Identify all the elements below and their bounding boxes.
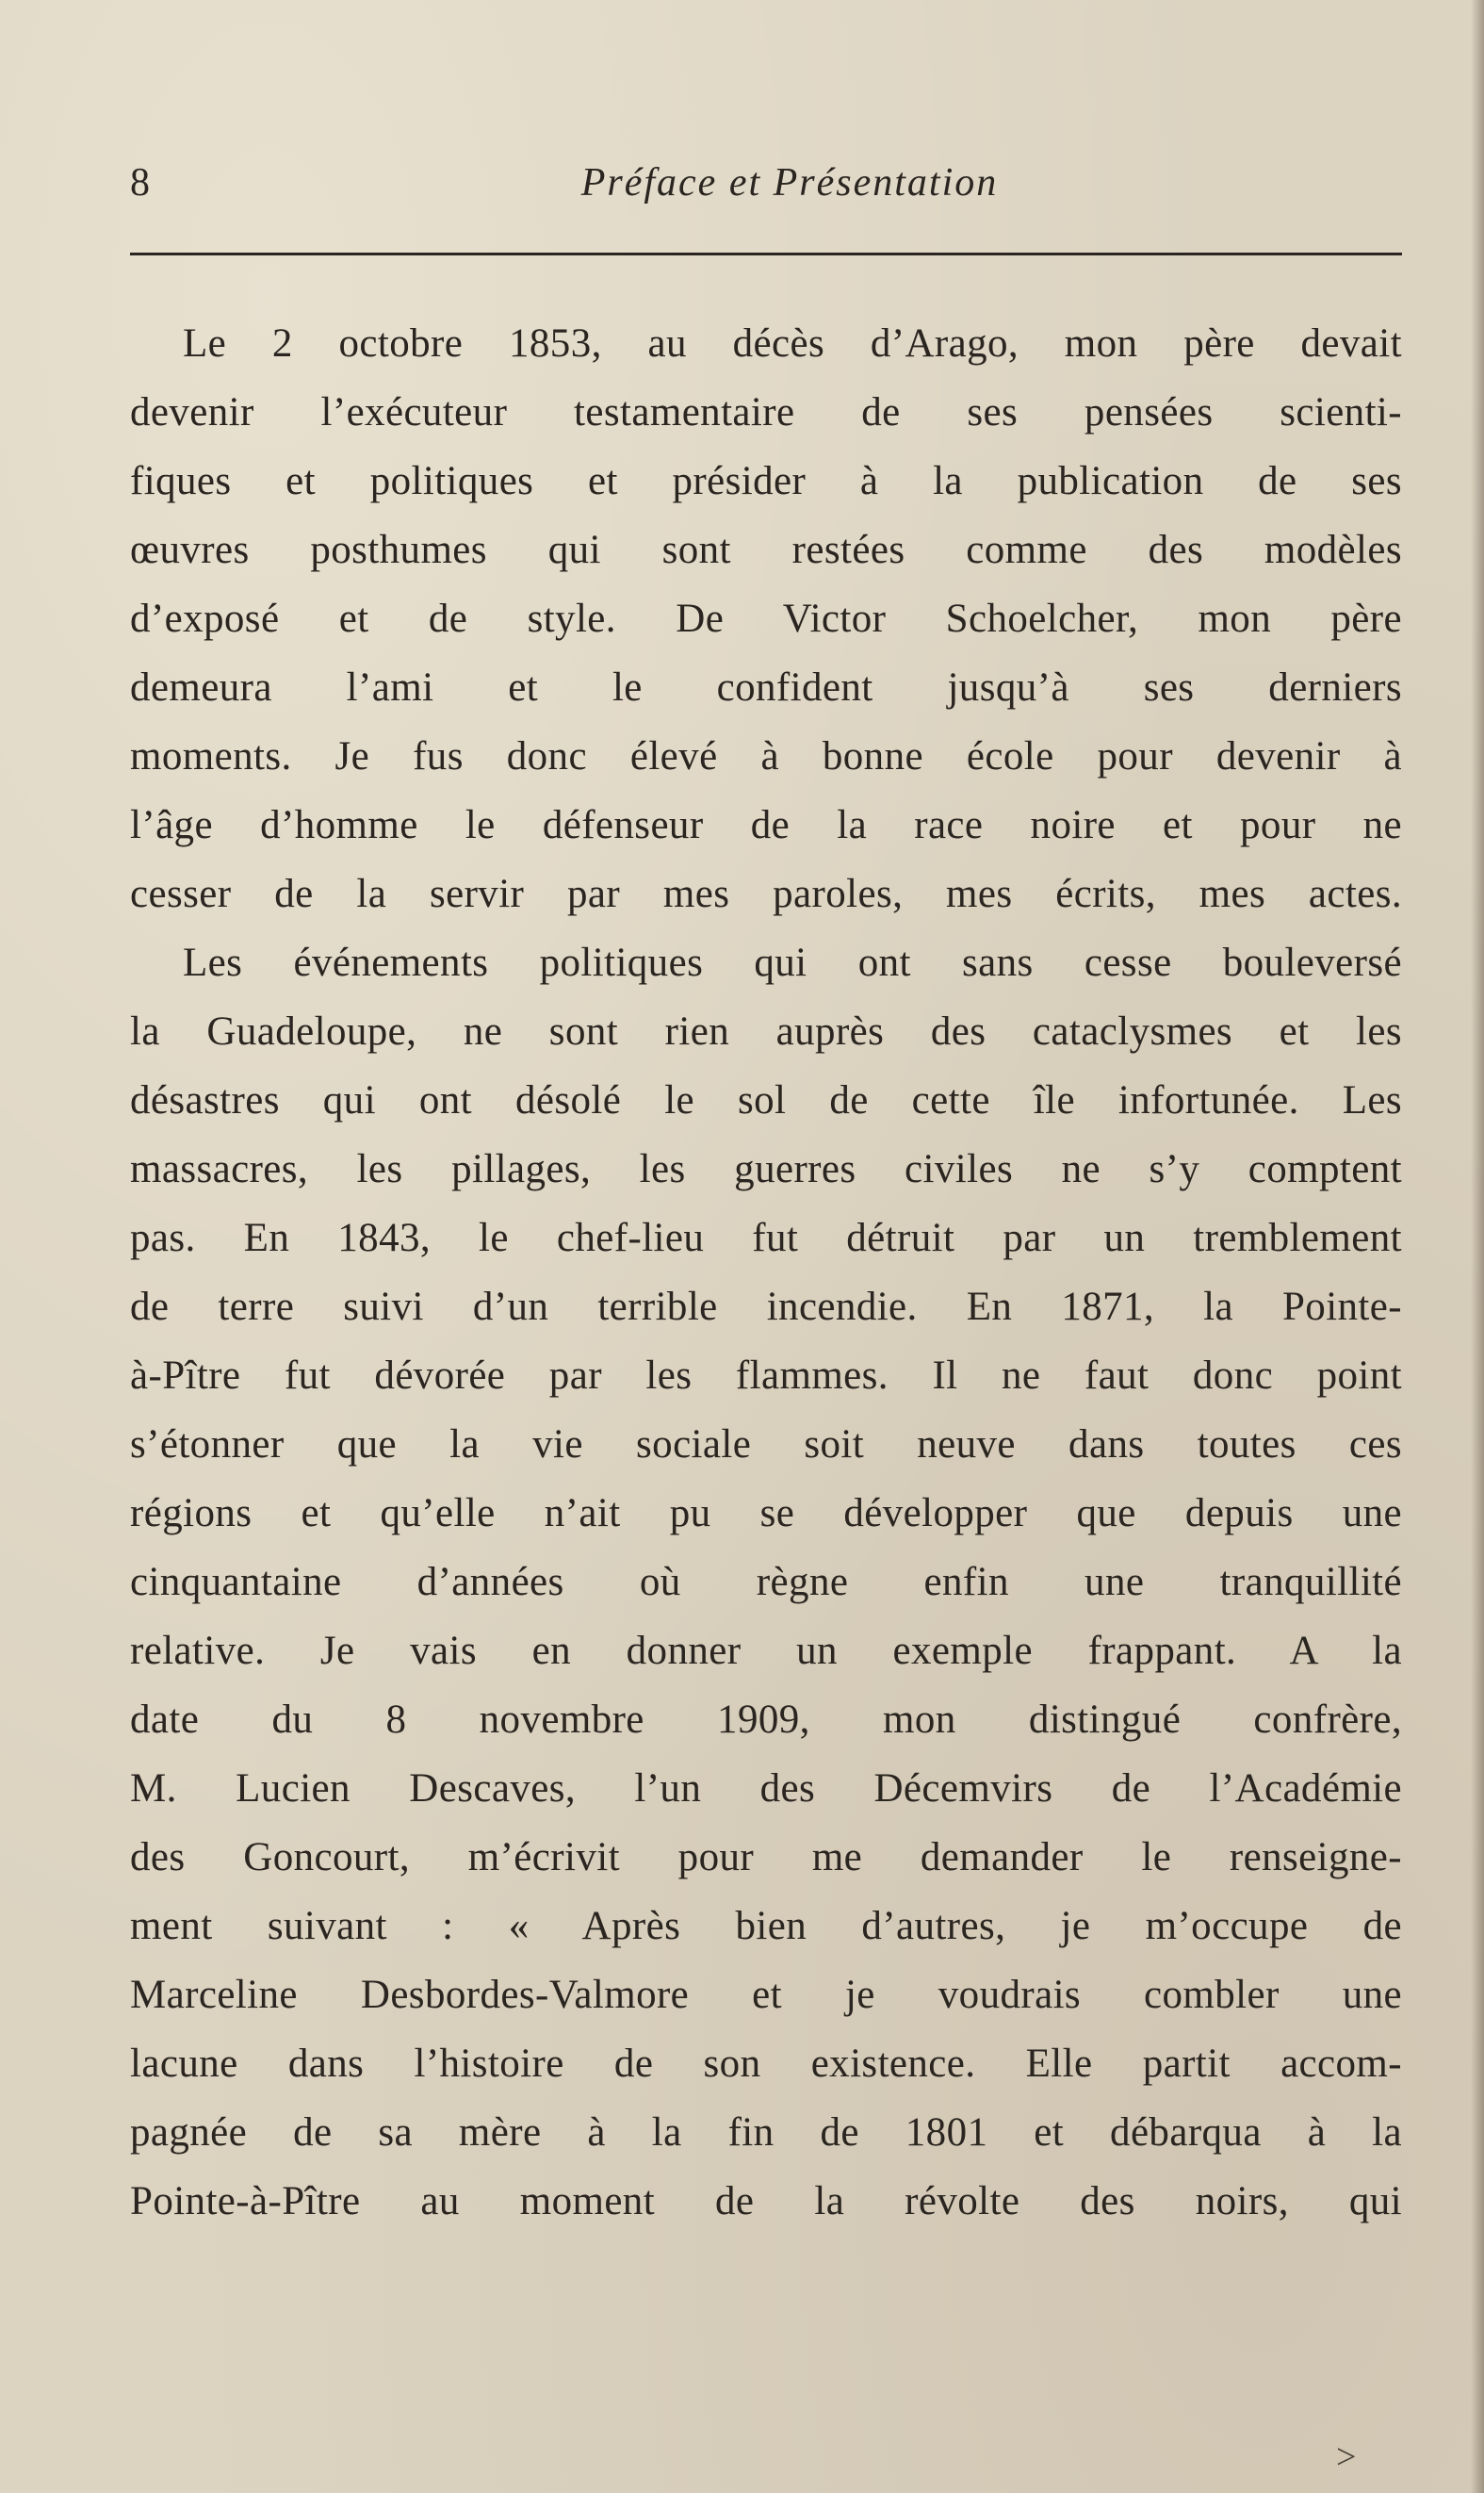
text-line: ment suivant : « Après bien d’autres, je m’occupe de bbox=[130, 1904, 1402, 1948]
text-line: lacune dans l’histoire de son existence. Elle partit accom- bbox=[130, 2042, 1402, 2086]
text-line: d’exposé et de style. De Victor Schoelcher, mon père bbox=[130, 597, 1402, 641]
text-line: s’étonner que la vie sociale soit neuve dans toutes ces bbox=[130, 1422, 1402, 1467]
text-line: des Goncourt, m’écrivit pour me demander le renseigne- bbox=[130, 1835, 1402, 1879]
page-spine-shadow bbox=[1471, 0, 1484, 2493]
text-line: à-Pître fut dévorée par les flammes. Il ne faut donc point bbox=[130, 1353, 1402, 1398]
text-line: la Guadeloupe, ne sont rien auprès des cataclysmes et les bbox=[130, 1009, 1402, 1054]
running-title: Préface et Présentation bbox=[580, 161, 999, 205]
text-line: pagnée de sa mère à la fin de 1801 et débarqua à la bbox=[130, 2110, 1402, 2155]
text-line: Les événements politiques qui ont sans cesse bouleversé bbox=[183, 941, 1402, 985]
page-number: 8 bbox=[130, 161, 150, 205]
catchword-mark: > bbox=[1336, 2437, 1357, 2477]
text-line: cinquantaine d’années où règne enfin une tranquillité bbox=[130, 1560, 1402, 1604]
text-line: relative. Je vais en donner un exemple frappant. A la bbox=[130, 1629, 1402, 1673]
text-line: devenir l’exécuteur testamentaire de ses pensées scienti- bbox=[130, 390, 1402, 435]
text-line: Pointe-à-Pître au moment de la révolte des noirs, qui bbox=[130, 2179, 1402, 2223]
header-rule bbox=[130, 253, 1402, 255]
text-line: date du 8 novembre 1909, mon distingué confrère, bbox=[130, 1698, 1402, 1742]
text-line: cesser de la servir par mes paroles, mes écrits, mes actes. bbox=[130, 872, 1402, 916]
text-line: œuvres posthumes qui sont restées comme des modèles bbox=[130, 528, 1402, 572]
text-line: fiques et politiques et présider à la publication de ses bbox=[130, 459, 1402, 503]
text-line: massacres, les pillages, les guerres civiles ne s’y comptent bbox=[130, 1147, 1402, 1191]
text-line: désastres qui ont désolé le sol de cette île infortunée. Les bbox=[130, 1078, 1402, 1123]
text-line: l’âge d’homme le défenseur de la race noire et pour ne bbox=[130, 803, 1402, 847]
text-line: de terre suivi d’un terrible incendie. En 1871, la Pointe- bbox=[130, 1285, 1402, 1329]
body-text bbox=[130, 309, 1402, 2236]
text-line: demeura l’ami et le confident jusqu’à ses derniers bbox=[130, 665, 1402, 710]
text-line: M. Lucien Descaves, l’un des Décemvirs de l’Académie bbox=[130, 1766, 1402, 1811]
running-head bbox=[130, 151, 1402, 217]
text-line: Marceline Desbordes-Valmore et je voudrais combler une bbox=[130, 1973, 1402, 2017]
text-line: régions et qu’elle n’ait pu se développer que depuis une bbox=[130, 1491, 1402, 1535]
text-line: pas. En 1843, le chef-lieu fut détruit par un tremblement bbox=[130, 1216, 1402, 1260]
text-line: Le 2 octobre 1853, au décès d’Arago, mon père devait bbox=[183, 321, 1402, 366]
text-line: moments. Je fus donc élevé à bonne école pour devenir à bbox=[130, 734, 1402, 779]
